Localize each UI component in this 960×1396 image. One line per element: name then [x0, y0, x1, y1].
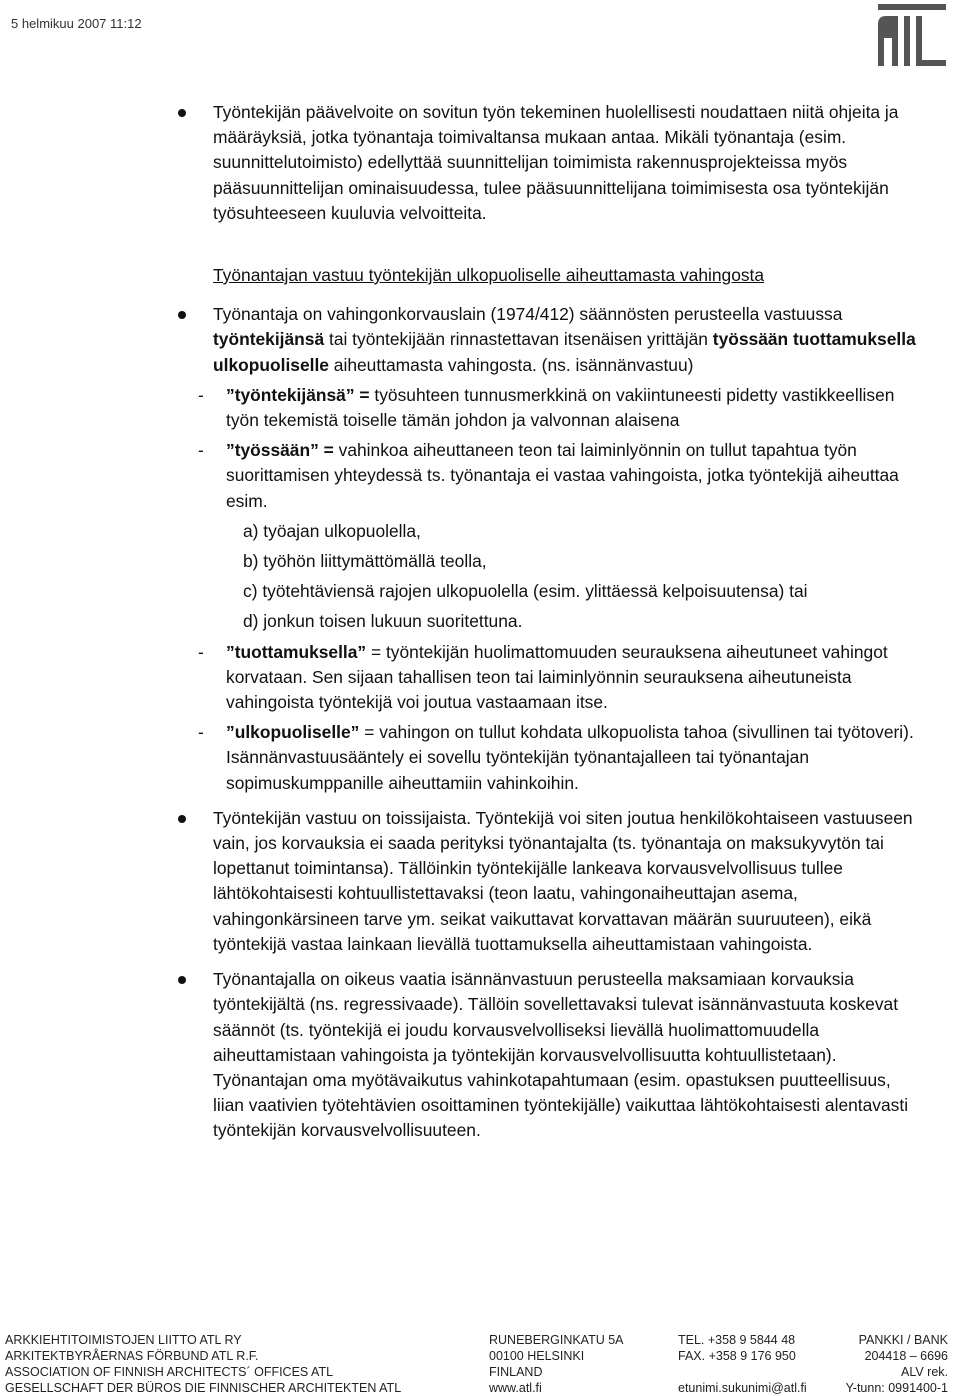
footer-line: PANKKI / BANK [858, 1333, 948, 1347]
definition-tyontekijansa [0, 383, 960, 433]
document-body [0, 100, 960, 1144]
definition-text: työntekijän huolimattomuuden seurauksena aiheutuneet vahingot korvataan. Sen sijaan tahallisen teon tai laiminlyönnin seurauksena aiheutuneista vahingoista työntekijä voi joutua vastaamaan itse. [226, 641, 888, 713]
footer-line: RUNEBERGINKATU 5A [489, 1333, 624, 1347]
paragraph-regress-claim: Työnantajalla on oikeus vaatia isännänvastuun perusteella maksamiaan korvauksia työntekijältä (ns. regressivaade). Tällöin sovellettavaksi tulevat isännänvastuuta koskevat säännöt (ts. työntekijä ei joudu korvausvelvolliseksi lievällä huolimattomuudella aiheuttamistaan vahingoista ja työntekijän korvausvelvollisuutta kohtuullistetaan). Työnantajan oma myötävaikutus vahinkotapahtumaan (esim. opastuksen puutteellisuus, liian vaativien työtehtävien osoittaminen työntekijälle) vaikuttaa lähtökohtaisesti alentavasti työntekijän korvausvelvollisuuteen. [0, 967, 960, 1143]
text-segment: Työnantaja on vahingonkorvauslain (1974/412) säännösten perusteella vastuussa [213, 304, 843, 325]
definition-text: vahinkoa aiheuttaneen teon tai laiminlyönnin on tullut tapahtua työn suorittamisen yhteydessä ts. työnantaja ei vastaa vahingoista, jotka työntekijä aiheuttaa esim. [226, 440, 899, 511]
page-footer [0, 1326, 960, 1396]
definition-term: ”työssään” [226, 440, 319, 461]
equals-sign: = [359, 722, 380, 743]
equals-sign: = [354, 384, 375, 405]
atl-logo [876, 4, 948, 66]
definition-term: ”tuottamuksella” [226, 641, 367, 662]
definition-text: työsuhteen tunnusmerkkinä on vakiintuneesti pidetty vastikkeellisen työn tekemistä toiselle tämän johdon ja valvonnan alaisena [226, 384, 895, 431]
footer-line: FAX. +358 9 176 950 [678, 1349, 796, 1363]
section-title: Työnantajan vastuu työntekijän ulkopuoliselle aiheuttamasta vahingosta [213, 265, 765, 286]
definition-term: ”ulkopuoliselle” [226, 722, 360, 743]
footer-line [678, 1364, 807, 1380]
exception-c: c) työtehtäviensä rajojen ulkopuolella (esim. ylittäessä kelpoisuutensa) tai [243, 581, 808, 602]
bold-term: työssään tuottamuksella ulkopuoliselle [213, 329, 916, 375]
dash-marker: - [198, 722, 204, 743]
exception-d: d) jonkun toisen lukuun suoritettuna. [243, 611, 523, 632]
footer-line: 204418 – 6696 [864, 1349, 948, 1363]
paragraph-employer-liability [0, 302, 960, 378]
dash-marker: - [198, 641, 204, 662]
footer-address [489, 1332, 624, 1396]
footer-line: Y-tunn: 0991400-1 [845, 1381, 948, 1395]
footer-contact [678, 1332, 807, 1396]
paragraph-employee-liability: Työntekijän vastuu on toissijaista. Työntekijä voi siten joutua henkilökohtaiseen vastuuseen vain, jos korvauksia ei saada perityksi työnantajalta (ts. työnantaja on maksukyvytön tai lopettanut toimintansa). Tällöinkin työntekijälle lankeava korvausvelvollisuus tullee lähtökohtaisesti kohtuullistettavaksi (teon laatu, vahingonaiheuttajan asema, vahingonkärsineen tarve ym. seikat vaikuttavat korvattavan määrän suuruuteen), eikä työntekijä vastaa lainkaan lievällä tuottamuksella aiheuttamistaan vahingoista. [0, 806, 960, 957]
exception-b: b) työhön liittymättömällä teolla, [243, 551, 487, 572]
dash-marker: - [198, 384, 204, 405]
footer-website-link[interactable]: www.atl.fi [489, 1381, 542, 1395]
bold-term: työntekijänsä [213, 329, 325, 350]
footer-email-link[interactable]: etunimi.sukunimi@atl.fi [678, 1381, 807, 1395]
equals-sign: = [318, 440, 339, 461]
footer-line: 00100 HELSINKI [489, 1349, 585, 1363]
equals-sign: = [366, 641, 386, 662]
footer-line: ARKITEKTBYRÅERNAS FÖRBUND ATL R.F. [5, 1349, 259, 1363]
document-datetime: 5 helmikuu 2007 11:12 [11, 16, 142, 31]
footer-line: ALV rek. [900, 1365, 948, 1379]
footer-line: ASSOCIATION OF FINNISH ARCHITECTS´ OFFICES ATL [5, 1365, 334, 1379]
footer-line: ARKKIEHTITOIMISTOJEN LIITTO ATL RY [5, 1333, 242, 1347]
definition-text: vahingon on tullut kohdata ulkopuolista tahoa (sivullinen tai työtoveri). Isännänvastuusääntely ei sovellu työntekijän työnantajalleen tai työnantajan sopimuskumppanille aiheuttamiin vahinkoihin. [226, 722, 914, 793]
exception-a: a) työajan ulkopuolella, [243, 520, 421, 541]
footer-bank [828, 1332, 948, 1396]
paragraph-employee-duty: Työntekijän päävelvoite on sovitun työn tekeminen huolellisesti noudattaen niitä ohjeita ja määräyksiä, jotka työnantaja toimivaltansa mukaan antaa. Mikäli työnantaja (esim. suunnittelutoimisto) edellyttää suunnittelijan toimimista rakennusprojekteissa myös pääsuunnittelijan ominaisuudessa, tulee pääsuunnittelijana toimimisesta osa työntekijän työsuhteeseen kuuluvia velvoitteita. [0, 100, 960, 226]
definition-ulkopuoliselle [0, 720, 960, 796]
footer-line: TEL. +358 9 5844 48 [678, 1333, 796, 1347]
footer-line: FINLAND [489, 1365, 543, 1379]
footer-organization [5, 1332, 401, 1396]
dash-marker: - [198, 440, 204, 461]
text-segment: tai työntekijään rinnastettavan itsenäisen yrittäjän [324, 329, 713, 350]
footer-line: GESELLSCHAFT DER BÜROS DIE FINNISCHER ARCHITEKTEN ATL [5, 1381, 402, 1395]
definition-tyossaan [0, 438, 960, 514]
text-segment: aiheuttamasta vahingosta. (ns. isännänvastuu) [328, 354, 694, 375]
definition-tuottamuksella [0, 640, 960, 716]
definition-term: ”työntekijänsä” [226, 384, 355, 405]
